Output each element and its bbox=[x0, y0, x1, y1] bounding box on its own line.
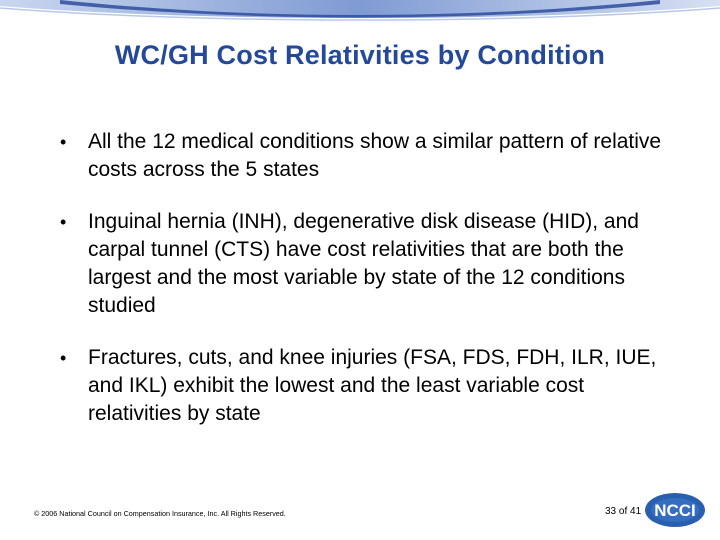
slide-title: WC/GH Cost Relativities by Condition bbox=[114, 40, 606, 70]
bullet-text: All the 12 medical conditions show a similar pattern of relative costs across the 5 states bbox=[88, 130, 662, 181]
ncci-logo bbox=[644, 492, 706, 528]
header-banner bbox=[0, 0, 720, 24]
bullet-text: Fractures, cuts, and knee injuries (FSA, FDS, FDH, ILR, IUE, and IKL) exhibit the lowest and the least variable cost relativities by state bbox=[88, 346, 657, 425]
bullet-marker: • bbox=[60, 132, 67, 152]
bullet-item bbox=[60, 208, 680, 320]
bullet-list bbox=[60, 128, 680, 452]
logo-text: NCCI bbox=[654, 501, 696, 520]
bullet-marker: • bbox=[60, 348, 67, 368]
page-number: 33 of 41 bbox=[605, 506, 642, 517]
bullet-text: Inguinal hernia (INH), degenerative disk disease (HID), and carpal tunnel (CTS) have cost relativities that are both the largest and the most variable by state of the 12 conditions studied bbox=[88, 210, 639, 317]
bullet-marker: • bbox=[60, 212, 67, 232]
bullet-item bbox=[60, 128, 680, 184]
copyright-notice: © 2006 National Council on Compensation Insurance, Inc. All Rights Reserved. bbox=[34, 509, 286, 518]
bullet-item bbox=[60, 344, 680, 428]
